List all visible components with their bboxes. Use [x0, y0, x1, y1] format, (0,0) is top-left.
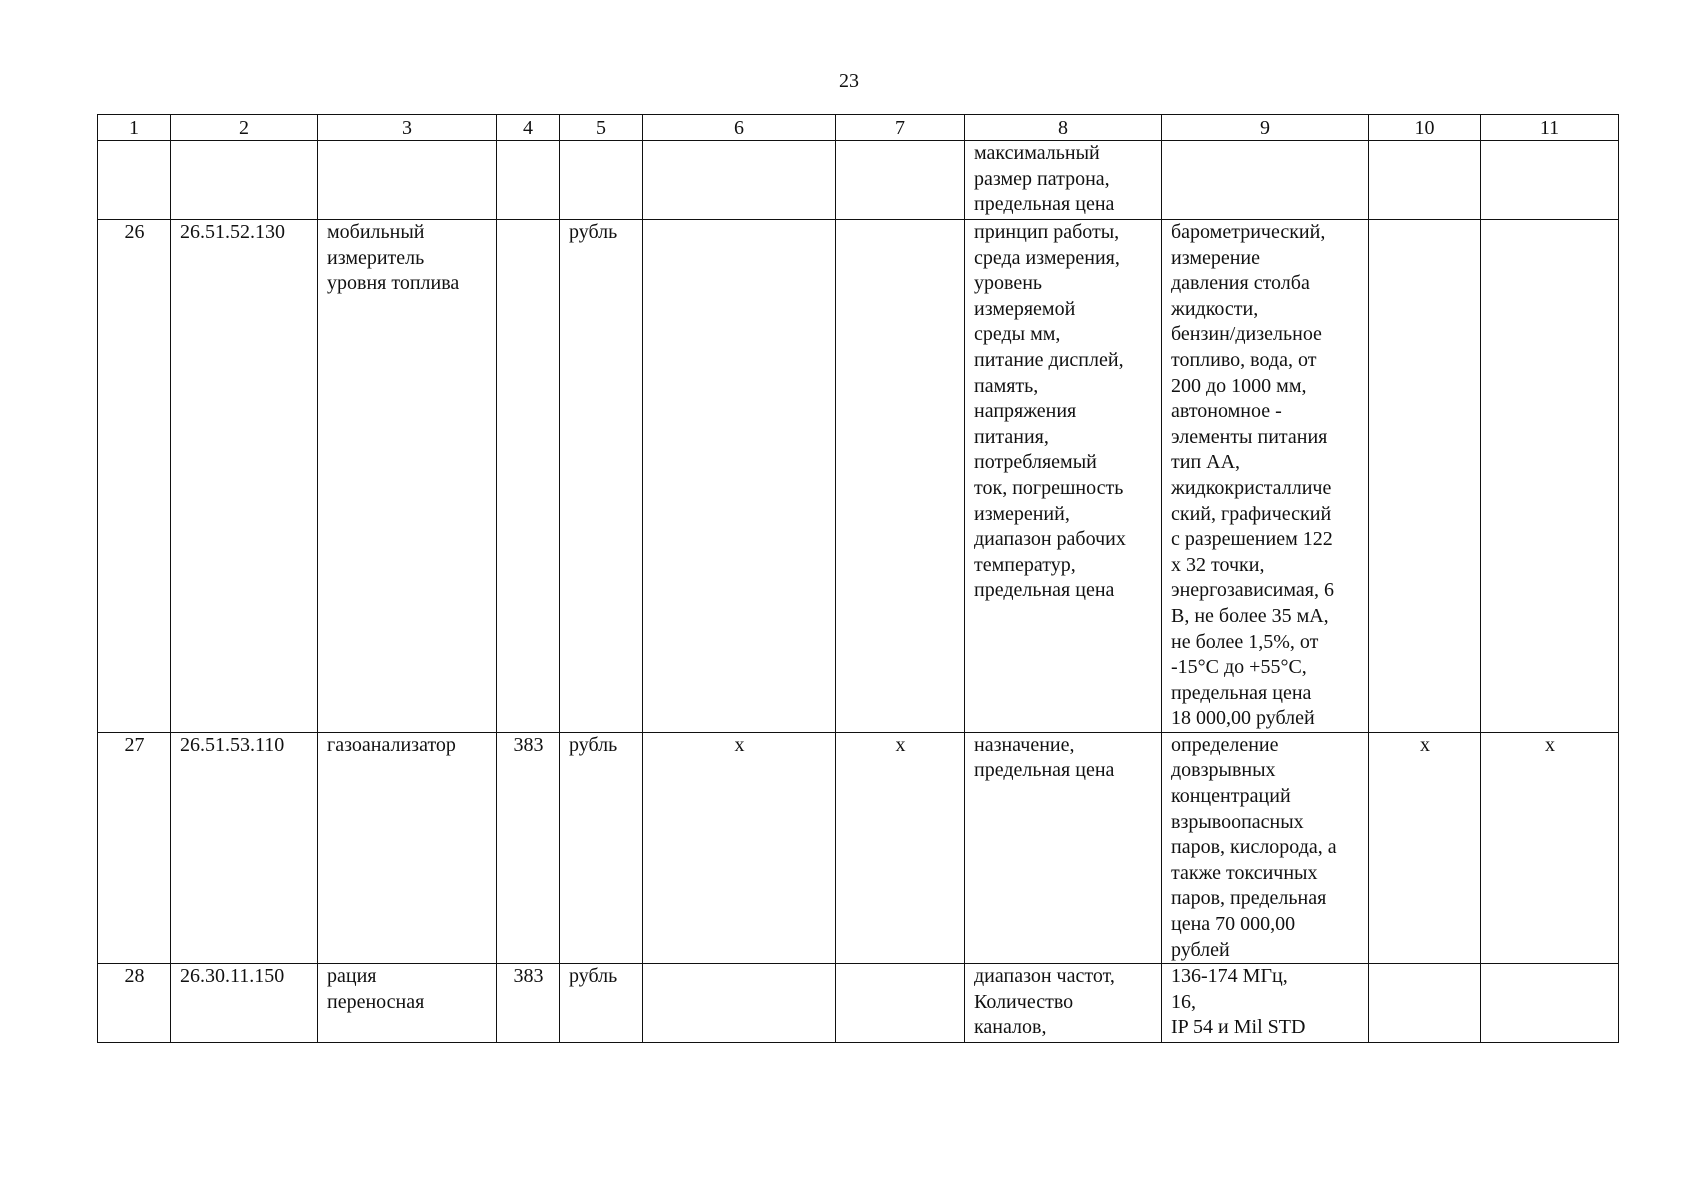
unit-cell: рубль: [560, 220, 643, 733]
row-number-cell: 27: [98, 732, 171, 963]
cell-empty: [1481, 141, 1619, 220]
cell-line: каналов,: [974, 1016, 1047, 1039]
column-number-header: 7: [836, 115, 965, 141]
cell-line: рублей: [1171, 938, 1230, 961]
cell-empty: [98, 141, 171, 220]
item-name-cell: [318, 732, 497, 963]
cell-line: назначение,: [974, 733, 1075, 756]
cell-line: измерений,: [974, 502, 1070, 525]
cell-line: тип АА,: [1171, 451, 1241, 474]
cell-line: принцип работы,: [974, 221, 1120, 243]
unit-cell: рубль: [560, 964, 643, 1043]
table-row: [98, 964, 1619, 1043]
col6-cell: [643, 220, 836, 733]
cell-line: предельная цена: [1171, 681, 1312, 704]
column-number-header: 8: [965, 115, 1162, 141]
cell-line: измерение: [1171, 246, 1261, 269]
cell-empty: [1162, 141, 1369, 220]
cell-line: ток, погрешность: [974, 476, 1124, 499]
okei-code-cell: [497, 220, 560, 733]
cell-line: концентраций: [1171, 785, 1291, 808]
okpd-code-cell: 26.51.53.110: [171, 732, 318, 963]
specification-table: [97, 114, 1619, 1043]
column-number-header: 6: [643, 115, 836, 141]
okei-code-cell: 383: [497, 732, 560, 963]
cell-line: диапазон частот,: [974, 965, 1115, 988]
unit-cell: рубль: [560, 732, 643, 963]
page-number: 23: [839, 70, 859, 92]
okei-code-cell: 383: [497, 964, 560, 1043]
values-cell: [1162, 220, 1369, 733]
column-number-header: 1: [98, 115, 171, 141]
column-number-header: 2: [171, 115, 318, 141]
cell-line: мобильный: [327, 221, 425, 243]
cell-line: максимальный: [974, 142, 1100, 164]
cell-empty: [643, 141, 836, 220]
cell-line: 136-174 МГц,: [1171, 965, 1288, 988]
col11-cell: х: [1481, 732, 1619, 963]
cell-line: В, не более 35 мА,: [1171, 604, 1329, 627]
col6-cell: х: [643, 732, 836, 963]
cell-line: измеряемой: [974, 297, 1076, 320]
cell-empty: [1369, 141, 1481, 220]
values-cell: [1162, 964, 1369, 1043]
characteristics-cell: [965, 732, 1162, 963]
cell-line: довзрывных: [1171, 759, 1276, 782]
table-row: [98, 220, 1619, 733]
col7-cell: [836, 964, 965, 1043]
item-name-cell: [318, 220, 497, 733]
cell-line: диапазон рабочих: [974, 528, 1126, 551]
col10-cell: [1369, 220, 1481, 733]
row-number-cell: 26: [98, 220, 171, 733]
cell-line: питания,: [974, 425, 1049, 448]
cell-line: среда измерения,: [974, 246, 1120, 269]
characteristics-cell: [965, 220, 1162, 733]
cell-empty: [318, 141, 497, 220]
item-name-cell: [318, 964, 497, 1043]
col7-cell: [836, 220, 965, 733]
cell-line: цена 70 000,00: [1171, 913, 1296, 936]
cell-line: предельная цена: [974, 193, 1115, 216]
column-number-header: 9: [1162, 115, 1369, 141]
col10-cell: [1369, 964, 1481, 1043]
cell-line: взрывоопасных: [1171, 810, 1304, 833]
cell-line: газоанализатор: [327, 733, 456, 756]
cell-line: бензин/дизельное: [1171, 323, 1322, 346]
cell-line: измеритель: [327, 246, 425, 269]
cell-line: напряжения: [974, 400, 1077, 423]
cell-line: не более 1,5%, от: [1171, 630, 1319, 653]
cell-line: жидкости,: [1171, 297, 1259, 320]
col11-cell: [1481, 220, 1619, 733]
cell-line: с разрешением 122: [1171, 528, 1333, 551]
column-number-header: 11: [1481, 115, 1619, 141]
cell-line: топливо, вода, от: [1171, 348, 1317, 371]
column-number-header: 10: [1369, 115, 1481, 141]
cell-empty: [497, 141, 560, 220]
cell-line: среды мм,: [974, 323, 1061, 346]
cell-line: память,: [974, 374, 1039, 397]
cell-line: элементы питания: [1171, 425, 1328, 448]
characteristics-cell: [965, 141, 1162, 220]
cell-line: ский, графический: [1171, 502, 1332, 525]
row-number-cell: 28: [98, 964, 171, 1043]
okpd-code-cell: 26.30.11.150: [171, 964, 318, 1043]
cell-line: предельная цена: [974, 759, 1115, 782]
cell-line: 18 000,00 рублей: [1171, 707, 1315, 730]
cell-line: 200 до 1000 мм,: [1171, 374, 1307, 397]
table-row-continuation: [98, 141, 1619, 220]
cell-line: энергозависимая, 6: [1171, 579, 1334, 602]
cell-line: рация: [327, 965, 377, 988]
cell-line: потребляемый: [974, 451, 1097, 474]
values-cell: [1162, 732, 1369, 963]
cell-line: предельная цена: [974, 579, 1115, 602]
table-row: [98, 732, 1619, 963]
col10-cell: х: [1369, 732, 1481, 963]
col6-cell: [643, 964, 836, 1043]
cell-empty: [171, 141, 318, 220]
cell-line: температур,: [974, 553, 1076, 576]
okpd-code-cell: 26.51.52.130: [171, 220, 318, 733]
cell-line: барометрический,: [1171, 221, 1326, 243]
table-header-row: [98, 115, 1619, 141]
cell-line: жидкокристалличе: [1171, 476, 1332, 499]
cell-line: также токсичных: [1171, 861, 1318, 884]
cell-line: паров, предельная: [1171, 887, 1327, 910]
cell-empty: [560, 141, 643, 220]
cell-line: 16,: [1171, 990, 1196, 1013]
cell-line: х 32 точки,: [1171, 553, 1265, 576]
cell-line: автономное -: [1171, 400, 1282, 423]
cell-line: паров, кислорода, а: [1171, 836, 1337, 859]
cell-line: Количество: [974, 990, 1074, 1013]
cell-empty: [836, 141, 965, 220]
col11-cell: [1481, 964, 1619, 1043]
cell-line: давления столба: [1171, 272, 1310, 295]
cell-line: определение: [1171, 733, 1279, 756]
cell-line: переносная: [327, 990, 425, 1013]
column-number-header: 4: [497, 115, 560, 141]
column-number-header: 3: [318, 115, 497, 141]
cell-line: -15°С до +55°С,: [1171, 656, 1307, 679]
characteristics-cell: [965, 964, 1162, 1043]
cell-line: IP 54 и Mil STD: [1171, 1016, 1306, 1039]
column-number-header: 5: [560, 115, 643, 141]
cell-line: питание дисплей,: [974, 348, 1124, 371]
col7-cell: х: [836, 732, 965, 963]
cell-line: уровня топлива: [327, 272, 460, 295]
cell-line: уровень: [974, 272, 1043, 295]
cell-line: размер патрона,: [974, 167, 1110, 190]
